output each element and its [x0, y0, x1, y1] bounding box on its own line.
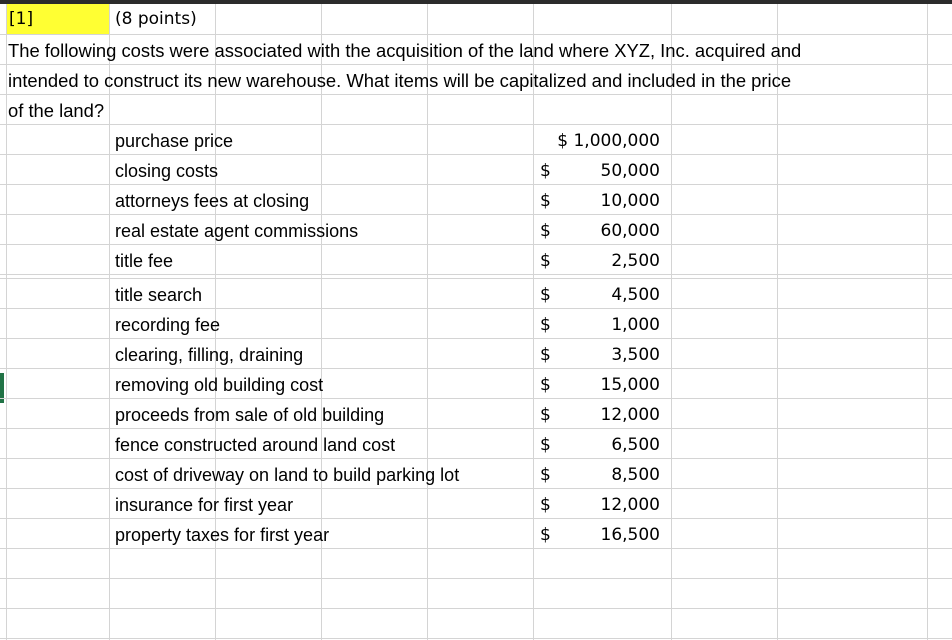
points-label[interactable]: (8 points)	[115, 9, 197, 29]
currency-symbol: $	[540, 161, 551, 181]
cost-amount[interactable]: $ 1,000,000	[557, 131, 660, 151]
currency-symbol: $	[540, 251, 551, 271]
cost-label[interactable]: title fee	[115, 251, 174, 271]
grid-row-line	[0, 34, 952, 35]
cost-label[interactable]: purchase price	[115, 131, 234, 151]
cost-row	[0, 400, 952, 430]
currency-symbol: $	[540, 221, 551, 241]
cost-label[interactable]: insurance for first year	[115, 495, 294, 515]
cost-amount[interactable]: 4,500	[611, 285, 660, 305]
cost-row	[0, 460, 952, 490]
cost-amount[interactable]: 10,000	[600, 191, 660, 211]
cost-amount[interactable]: 12,000	[600, 495, 660, 515]
question-line-1[interactable]: The following costs were associated with the acquisition of the land where XYZ, Inc. acquired and	[8, 40, 802, 61]
currency-symbol: $	[540, 191, 551, 211]
cost-amount[interactable]: 60,000	[600, 221, 660, 241]
grid-row-line	[0, 124, 952, 125]
cost-amount[interactable]: 15,000	[600, 375, 660, 395]
currency-symbol: $	[540, 375, 551, 395]
cost-label[interactable]: proceeds from sale of old building	[115, 405, 385, 425]
cost-label[interactable]: cost of driveway on land to build parking lot	[115, 465, 460, 485]
problem-number[interactable]: [1]	[9, 9, 34, 29]
currency-symbol: $	[540, 345, 551, 365]
cost-amount[interactable]: 1,000	[611, 315, 660, 335]
currency-symbol: $	[540, 315, 551, 335]
cost-row	[0, 280, 952, 310]
cost-amount[interactable]: 2,500	[611, 251, 660, 271]
grid-row-line	[0, 278, 952, 279]
cost-amount[interactable]: 12,000	[600, 405, 660, 425]
cost-amount[interactable]: 8,500	[611, 465, 660, 485]
cost-label[interactable]: attorneys fees at closing	[115, 191, 310, 211]
cost-row	[0, 340, 952, 370]
currency-symbol: $	[540, 435, 551, 455]
currency-symbol: $	[540, 285, 551, 305]
cost-row	[0, 370, 952, 400]
currency-symbol: $	[540, 405, 551, 425]
cost-label[interactable]: property taxes for first year	[115, 525, 330, 545]
cost-row	[0, 156, 952, 186]
cost-label[interactable]: recording fee	[115, 315, 221, 335]
cost-amount[interactable]: 50,000	[600, 161, 660, 181]
grid-row-line	[0, 578, 952, 579]
question-line-3[interactable]: of the land?	[8, 100, 105, 121]
cost-row	[0, 216, 952, 246]
cost-amount[interactable]: 3,500	[611, 345, 660, 365]
cost-row	[0, 246, 952, 276]
currency-symbol: $	[540, 495, 551, 515]
currency-symbol: $	[540, 525, 551, 545]
grid-row-line	[0, 638, 952, 639]
cost-row	[0, 310, 952, 340]
cost-row	[0, 186, 952, 216]
cost-label[interactable]: title search	[115, 285, 203, 305]
question-line-2[interactable]: intended to construct its new warehouse. What items will be capitalized and included in the price	[8, 70, 792, 91]
cost-label[interactable]: removing old building cost	[115, 375, 324, 395]
cost-label[interactable]: fence constructed around land cost	[115, 435, 396, 455]
cost-amount[interactable]: 16,500	[600, 525, 660, 545]
cost-label[interactable]: closing costs	[115, 161, 219, 181]
cost-amount[interactable]: 6,500	[611, 435, 660, 455]
grid-row-line	[0, 608, 952, 609]
cost-label[interactable]: real estate agent commissions	[115, 221, 359, 241]
currency-symbol: $	[540, 465, 551, 485]
cost-row	[0, 490, 952, 520]
cost-row	[0, 520, 952, 550]
cost-label[interactable]: clearing, filling, draining	[115, 345, 304, 365]
cost-row	[0, 126, 952, 156]
cost-row	[0, 430, 952, 460]
